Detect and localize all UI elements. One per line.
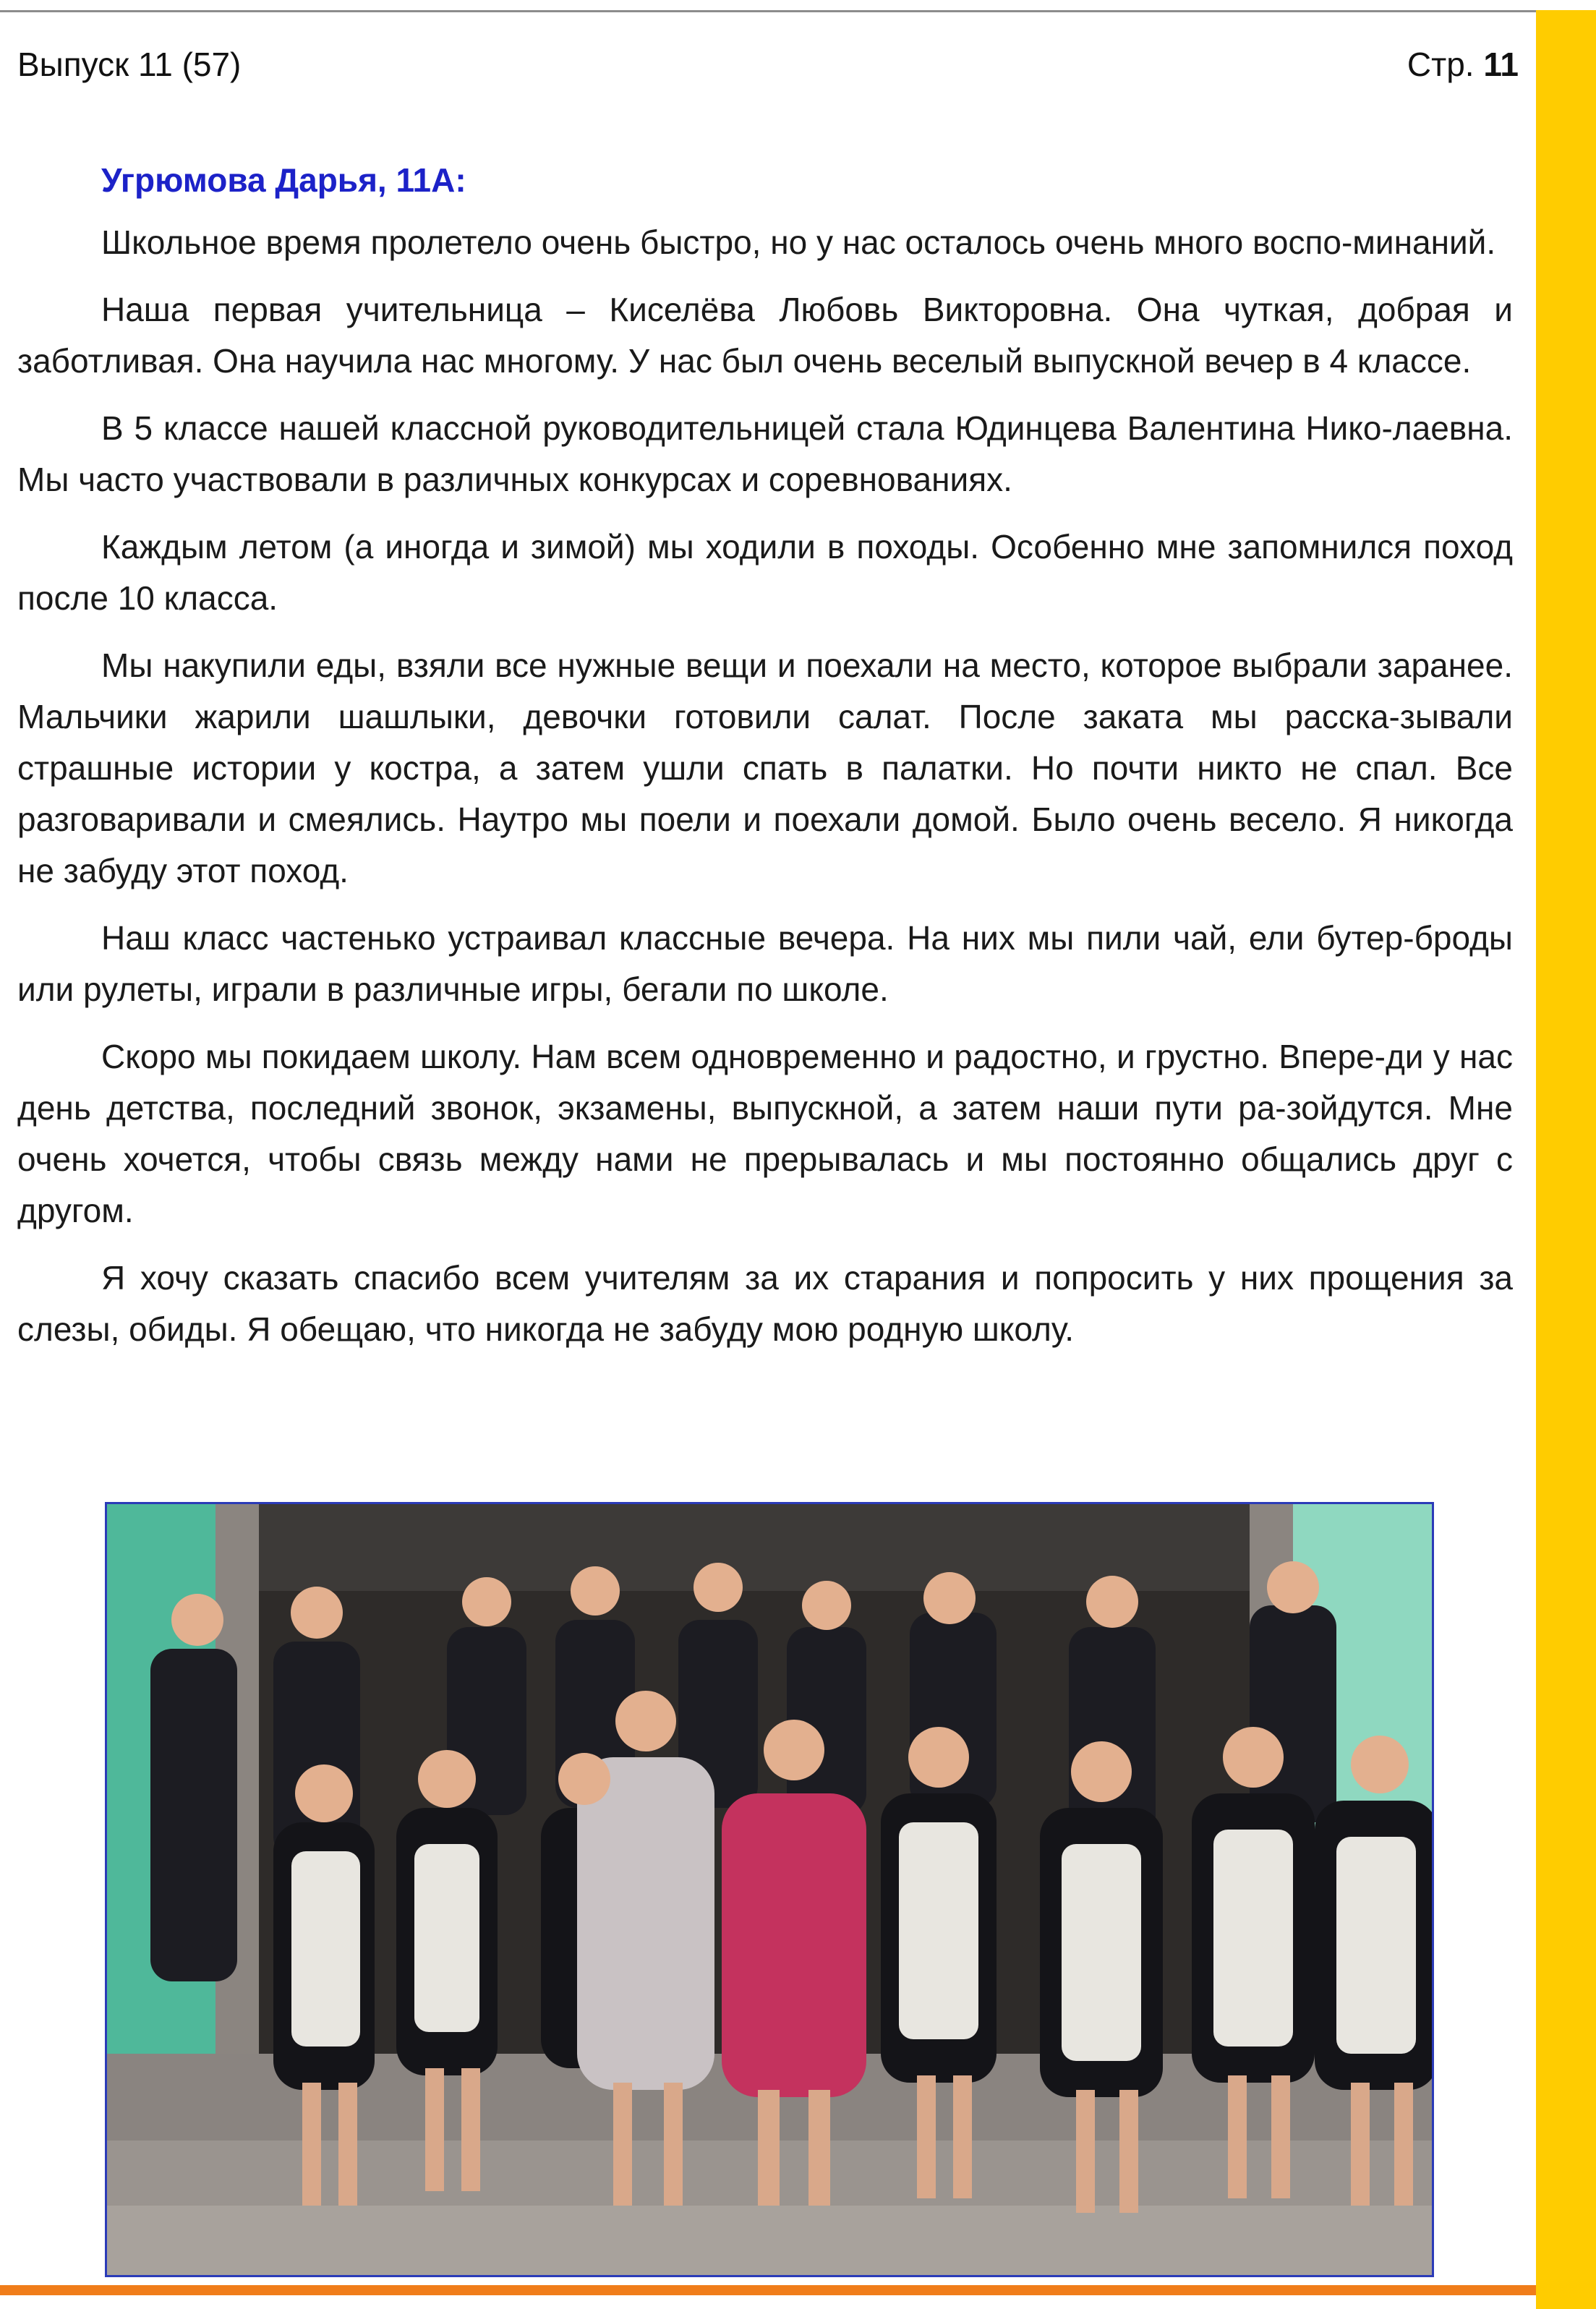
paragraph: Наша первая учительница – Киселёва Любовь Викторовна. Она чуткая, добрая и заботливая. Она научила нас многому. У нас был очень веселый выпускной вечер в 4 классе. — [17, 291, 1513, 380]
page-number — [1407, 45, 1519, 84]
page-prefix: Стр. — [1407, 46, 1475, 83]
paragraph: Каждым летом (а иногда и зимой) мы ходили в походы. Особенно мне запомнился поход после 10 класса. — [17, 528, 1513, 617]
paragraph: Наш класс частенько устраивал классные вечера. На них мы пили чай, ели бутер-броды или рулеты, играли в различные игры, бегали по школе. — [17, 919, 1513, 1008]
article-author: Угрюмова Дарья, 11А: — [101, 161, 466, 199]
article — [17, 158, 1513, 1371]
header-divider — [0, 10, 1536, 12]
paragraph: Я хочу сказать спасибо всем учителям за их старания и попросить у них прощения за слезы, обиды. Я обещаю, что никогда не забуду мою родную школу. — [17, 1259, 1513, 1348]
footer-divider — [0, 2285, 1536, 2295]
paragraph: Мы накупили еды, взяли все нужные вещи и поехали на место, которое выбрали заранее. Мальчики жарили шашлыки, девочки готовили салат. После заката мы расска-зывали страшные истории у костра, а затем ушли спать в палатки. Но почти никто не спал. Все разговаривали и смеялись. Наутро мы поели и поехали домой. Было очень весело. Я никогда не забуду этот поход. — [17, 646, 1513, 889]
page-number-value: 11 — [1483, 46, 1519, 83]
class-group-photo — [105, 1502, 1434, 2277]
issue-number: Выпуск 11 (57) — [17, 46, 242, 83]
paragraph: Скоро мы покидаем школу. Нам всем одновременно и радостно, и грустно. Впере-ди у нас день детства, последний звонок, экзамены, выпускной, а затем наши пути ра-зойдутся. Мне очень хочется, чтобы связь между нами не прерывалась и мы постоянно общались друг с другом. — [17, 1038, 1513, 1229]
paragraph: В 5 классе нашей классной руководительницей стала Юдинцева Валентина Нико-лаевна. Мы часто участвовали в различных конкурсах и соревнованиях. — [17, 409, 1513, 498]
yellow-side-bar — [1536, 10, 1596, 2309]
paragraph: Школьное время пролетело очень быстро, но у нас осталось очень много воспо-минаний. — [101, 223, 1496, 261]
group-photo-illustration — [107, 1504, 1432, 2275]
